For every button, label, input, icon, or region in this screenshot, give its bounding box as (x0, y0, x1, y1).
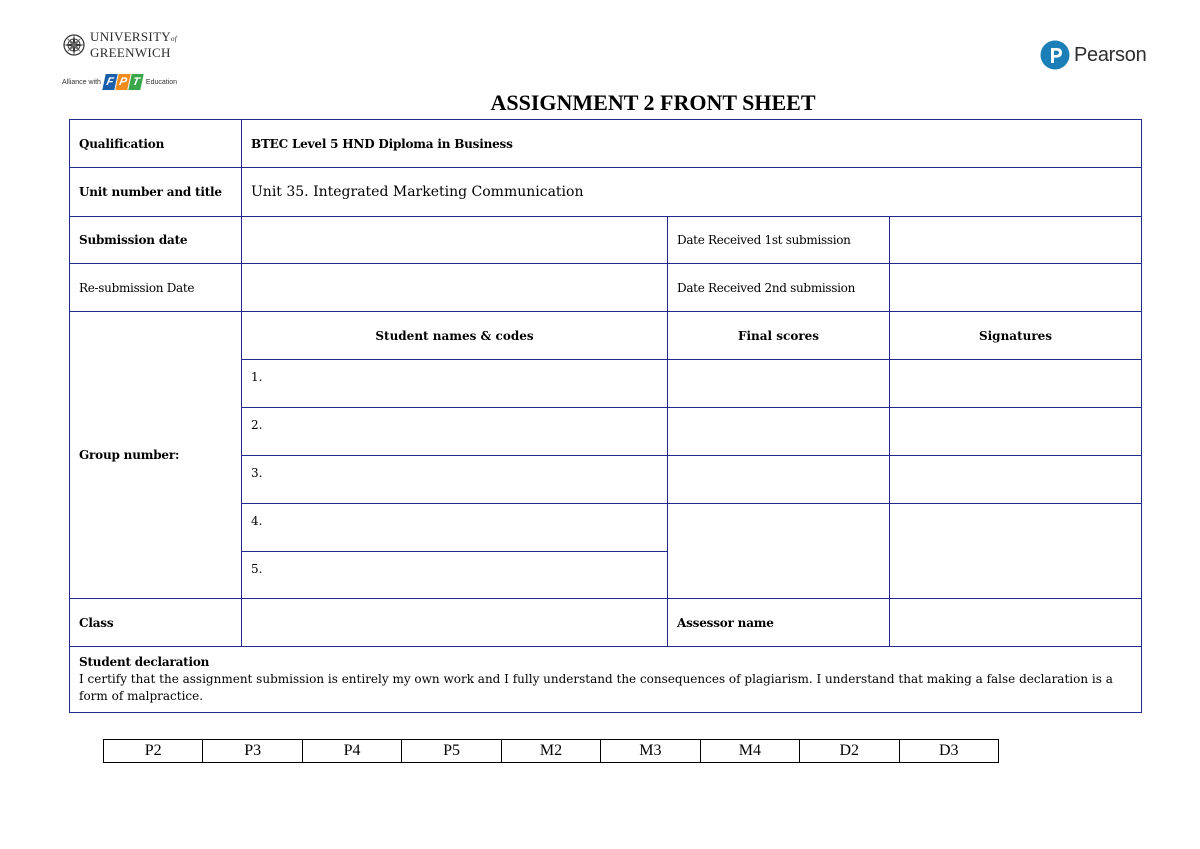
declaration-text: I certify that the assignment submission is entirely my own work and I fully understand the consequences of plagiarism. I understand that making a false declaration is a form of malpractice. (79, 672, 1113, 703)
grade-d2: D2 (800, 740, 899, 763)
fpt-letter-t: T (128, 74, 143, 90)
qualification-label: Qualification (70, 120, 242, 168)
university-of: of (171, 35, 178, 43)
student-3-score-field[interactable] (668, 456, 890, 504)
grade-m2: M2 (501, 740, 600, 763)
student-4-field[interactable]: 4. (242, 504, 668, 552)
resubmission-date-label: Re-submission Date (70, 264, 242, 312)
qualification-value: BTEC Level 5 HND Diploma in Business (242, 120, 1142, 168)
resubmission-date-field[interactable] (242, 264, 668, 312)
signatures-header: Signatures (890, 312, 1142, 360)
received-1st-field[interactable] (890, 217, 1142, 264)
unit-label: Unit number and title (70, 168, 242, 217)
student-1-score-field[interactable] (668, 360, 890, 408)
fpt-letter-f: F (102, 74, 117, 90)
student-1-signature-field[interactable] (890, 360, 1142, 408)
qualification-row (70, 120, 1142, 168)
front-sheet-table (69, 119, 1142, 713)
grade-m4: M4 (700, 740, 799, 763)
received-2nd-field[interactable] (890, 264, 1142, 312)
student-4-5-score-field[interactable] (668, 504, 890, 599)
unit-row (70, 168, 1142, 217)
grade-m3: M3 (601, 740, 700, 763)
pearson-logo (1040, 40, 1146, 70)
class-field[interactable] (242, 599, 668, 647)
class-row (70, 599, 1142, 647)
university-name: GREENWICH (90, 45, 171, 60)
student-2-field[interactable]: 2. (242, 408, 668, 456)
student-2-signature-field[interactable] (890, 408, 1142, 456)
student-5-field[interactable]: 5. (242, 552, 668, 599)
group-number-label: Group number: (70, 312, 242, 599)
submission-date-label: Submission date (70, 217, 242, 264)
university-logo (62, 30, 202, 94)
grade-p5: P5 (402, 740, 501, 763)
alliance-suffix: Education (145, 78, 178, 86)
compass-icon (62, 33, 86, 57)
fpt-alliance-logo (62, 74, 177, 90)
assessor-name-label: Assessor name (668, 599, 890, 647)
page-title: ASSIGNMENT 2 FRONT SHEET (490, 90, 816, 115)
final-scores-header: Final scores (668, 312, 890, 360)
class-label: Class (70, 599, 242, 647)
student-1-field[interactable]: 1. (242, 360, 668, 408)
received-2nd-label: Date Received 2nd submission (668, 264, 890, 312)
student-names-header: Student names & codes (242, 312, 668, 360)
fpt-logo (104, 74, 143, 90)
student-3-field[interactable]: 3. (242, 456, 668, 504)
received-1st-label: Date Received 1st submission (668, 217, 890, 264)
resubmission-row (70, 264, 1142, 312)
university-word: UNIVERSITY (90, 29, 171, 44)
unit-value: Unit 35. Integrated Marketing Communication (242, 168, 1142, 217)
declaration-title: Student declaration (79, 655, 210, 669)
student-declaration (70, 647, 1142, 713)
assessor-name-field[interactable] (890, 599, 1142, 647)
greenwich-logo (62, 30, 202, 59)
grade-d3: D3 (899, 740, 999, 763)
pearson-wordmark: Pearson (1074, 43, 1147, 66)
pearson-p-icon (1040, 40, 1070, 70)
grade-p2: P2 (104, 740, 203, 763)
group-header-row (70, 312, 1142, 360)
student-4-5-signature-field[interactable] (890, 504, 1142, 599)
submission-date-field[interactable] (242, 217, 668, 264)
submission-row (70, 217, 1142, 264)
grade-p4: P4 (302, 740, 401, 763)
grade-row (104, 740, 999, 763)
declaration-row (70, 647, 1142, 713)
student-3-signature-field[interactable] (890, 456, 1142, 504)
grade-p3: P3 (203, 740, 302, 763)
alliance-prefix: Alliance with (62, 78, 101, 86)
student-2-score-field[interactable] (668, 408, 890, 456)
fpt-letter-p: P (115, 74, 130, 90)
grade-criteria-table (103, 739, 999, 763)
